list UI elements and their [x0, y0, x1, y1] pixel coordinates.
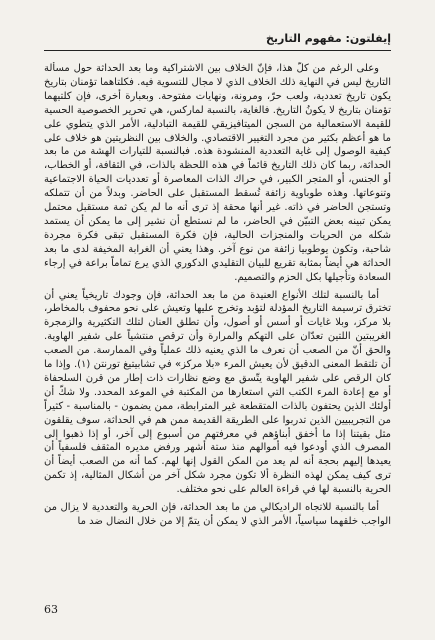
paragraph-3: أما بالنسبة للاتجاه الراديكالي من ما بعد الحداثة، فإن الحرية والتعددية لا يزال من الواجب خلقهما سياسياً، الأمر الذي لا يمكن أن يتمّ إلا من خلال النضال ضد ما	[44, 502, 391, 527]
page-body	[44, 62, 391, 594]
page-number: 63	[44, 603, 58, 616]
paragraph-2: أما بالنسبة لتلك الأنواع العنيدة من ما بعد الحداثة، فإن وجودك تاريخياً يعني أن تخترق ترسيمة التاريخ المؤدلة لتؤبد وتخرج عليها وتعيش على نحو محفوف بالمخاطر، بلا مركز، وبلا غايات أو أسس أو أصول، وأن تطلق العنان لتلك التكثيرية والزمجرة الغريبتين اللتين تعدّان على التهكم والمرارة وأن ترقص منتشياً على شفير الهاوية. والحق أنّ من الصعب أن نعرف ما الذي يعنيه ذلك عملياً وفي الممارسة. من الصعب أن تلتقط المعنى الدقيق لأن يعيش المرء «بلا مركز» في تشابيتيغ تورنتن (١). وإذا ما كان الرقص على شفير الهاوية يتّسق مع وضع نظارات ذات إطار من قرن السلحفاة أو مع إعادة المرء الكتب التي استعارها من المكتبة في الموعد المحدد. ولا شكّ أن أولئك الذين يحتفون بالذات المتقطعة غير المترابطة، ممن يضمون - بالمناسبة - كثيراً من التجريبيين الذين تدربوا على الطريقة القديمة ممن هم في الحداثة، سوف يقلقون مثل بقيتنا إذا ما أخفق أبناؤهم في معرفتهم من أسبوع إلى آخر، أو إذا ذهبوا إلى المصرف الذي أودعوا فيه أموالهم منذ ستة أشهر ورفض مديره المثقف فلسفياً أن يعيدها إليهم بحجة أنه لم يعد من المكن القول إنها لهم. كما أنه من الصعب أيضاً أن ترى كيف يمكن لهذه النظرة ألا تكون مجرد شكل آخر من أشكال المثالية، إذ تكمن الحرية بالنسبة لها في قراءة العالم على نحو مختلف.	[44, 289, 391, 496]
running-header	[44, 30, 391, 51]
paragraph-1: وعلى الرغم من كلّ هذا، فإنّ الخلاف بين الاشتراكية وما بعد الحداثة حول مسألة التاريخ ليس في النهاية ذلك الخلاف الذي لا مجال للتسوية فيه. فكلتاهما تؤمنان بتاريخ يكون تاريخ تعددية، ولعب حرّ، ومرونة، ونهايات مفتوحة. وبعبارة أخرى، فإن كلتيهما تؤمنان بتاريخ لا يكونُ التاريخ. فالغاية، بالنسبة لماركس، هي تحرير الخصوصية الحسية للقيمة الاستعمالية من السجن الميتافيزيقي للقيمة التبادلية، الأمر الذي يتطوي على ما هو أعظم بكثير من مجرد التغيير الاقتصادي. والخلاف بين النظريتين هو خلاف على كيفية الوصول إلى غاية التعددية المنشودة هذه. فبالنسبة للتيارات الهشة من ما بعد الحداثة، ربما كان ذلك التاريخ قائماً في هذه اللحظة بالذات، في الثقافة، أو الخطاب، أو الجنس، أو المتجر الكبير، في حراك الذات المعاصرة أو تعدديات الحياة الاجتماعية وتنوعاتها. وهذه طوباوية زائفة تُسقط المستقبل على الحاضر. وبدلاً من أن تتملكه وتستجن الحاضر في ذاته. غير أنها محقة إذ ترى أنه ما لم يكن ثمة مستقبل محتمل يمكن تبينه بعض التبيّن في الحاضر، ما لم نستطع أن نشير إلى ما يمكن أن يستمد شكله من الحريات والمنجزات الحالية، فإن فكرة المستقبل تبقى فكرة مجردة شاحبة، وتكون يوطوبيا زائفة من نوع آخر. وهذا يعني أن الغرابة المخيفة لدى ما بعد الحداثة هي أيضاً بمثابة تقريع للبيان التقليدي الدكوري الذي يرع تماماً براعة في إرجاء السعادة وتأجيلها بكل الحزم والتصميم.	[44, 63, 391, 283]
running-title: إيفلتون: مفهوم التاريخ	[265, 32, 391, 45]
